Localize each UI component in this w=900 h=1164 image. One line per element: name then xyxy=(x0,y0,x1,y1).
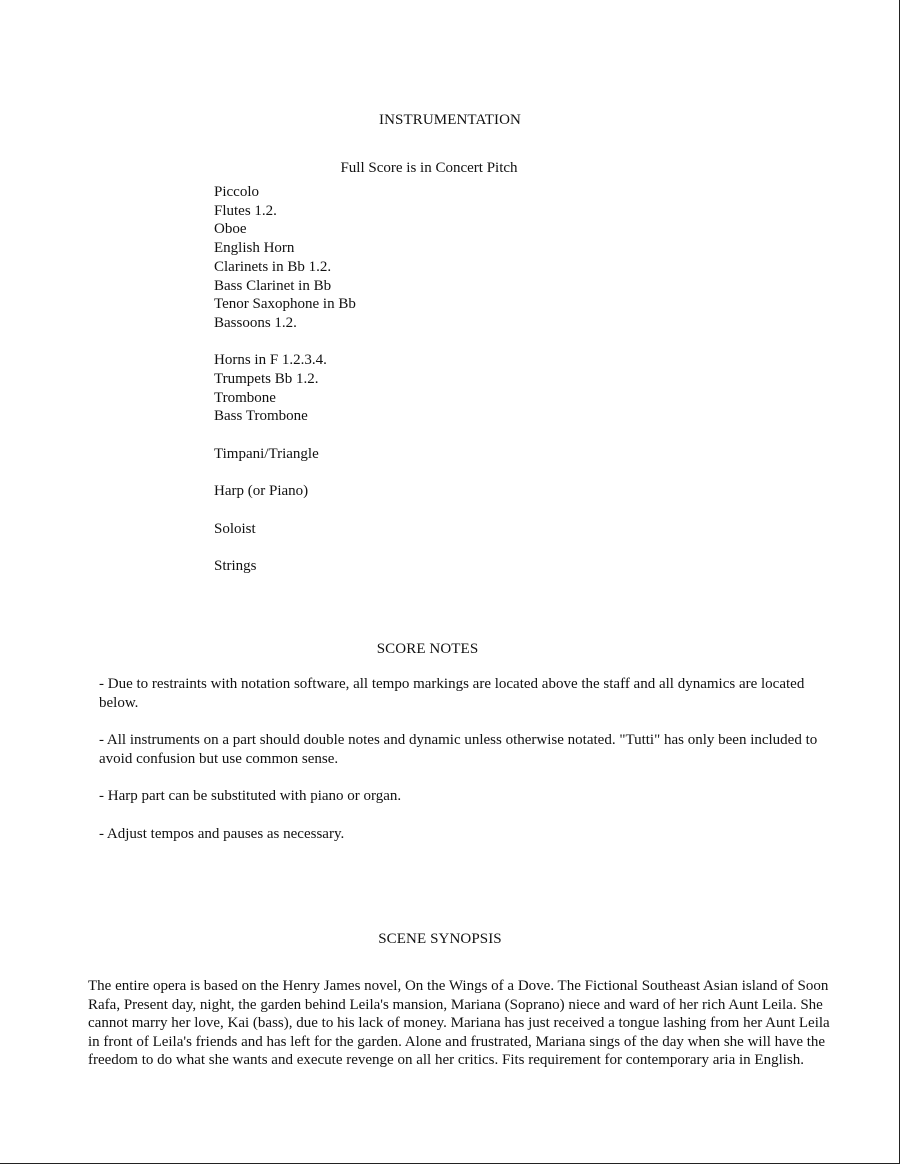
instrument-item: Flutes 1.2. xyxy=(214,202,277,219)
score-notes-title: SCORE NOTES xyxy=(376,641,479,657)
instrumentation-subtitle: Full Score is in Concert Pitch xyxy=(340,160,518,176)
instrument-item: Timpani/Triangle xyxy=(214,445,319,462)
instrument-list xyxy=(214,183,356,594)
instrument-item: English Horn xyxy=(214,240,295,257)
instrument-group-woodwinds xyxy=(214,183,356,333)
instrument-item: Oboe xyxy=(214,221,247,238)
instrument-item: Clarinets in Bb 1.2. xyxy=(214,258,332,275)
instrument-item: Horns in F 1.2.3.4. xyxy=(214,352,327,369)
instrument-group-percussion xyxy=(214,445,356,464)
instrument-group-soloist xyxy=(214,520,356,539)
instrument-item: Harp (or Piano) xyxy=(214,483,309,500)
instrument-item: Bass Trombone xyxy=(214,408,308,425)
instrument-item: Bass Clarinet in Bb xyxy=(214,277,332,294)
instrument-group-harp xyxy=(214,482,356,501)
scene-synopsis-text: The entire opera is based on the Henry James novel, On the Wings of a Dove. The Fictional Southeast Asian island of Soon Rafa, Present day, night, the garden behind Leila's mansion, Mariana (Soprano) niece and ward of her rich Aunt Leila. She cannot marry her love, Kai (bass), due to his lack of money. Mariana has just received a tongue lashing from her Aunt Leila in front of Leila's friends and has left for the garden. Alone and frustrated, Mariana sings of the day when she will have the freedom to do what she wants and execute revenge on all her critics. Fits requirement for contemporary aria in English. xyxy=(88,978,830,1069)
instrument-item: Bassoons 1.2. xyxy=(214,314,297,331)
score-notes-list xyxy=(99,675,819,862)
score-note: - Adjust tempos and pauses as necessary. xyxy=(99,825,345,842)
instrument-group-brass xyxy=(214,351,356,426)
score-note: - Due to restraints with notation software, all tempo markings are located above the staff and all dynamics are located below. xyxy=(99,676,805,711)
instrument-item: Trumpets Bb 1.2. xyxy=(214,371,319,388)
instrument-group-strings xyxy=(214,557,356,576)
scene-synopsis-title: SCENE SYNOPSIS xyxy=(378,931,502,947)
instrument-item: Piccolo xyxy=(214,184,259,200)
instrument-item: Trombone xyxy=(214,389,276,406)
score-note: - Harp part can be substituted with piano or organ. xyxy=(99,788,402,805)
instrument-item: Strings xyxy=(214,557,257,574)
instrument-item: Tenor Saxophone in Bb xyxy=(214,296,356,313)
score-note: - All instruments on a part should double notes and dynamic unless otherwise notated. "Tutti" has only been included to avoid confusion but use common sense. xyxy=(99,732,818,767)
instrumentation-title: INSTRUMENTATION xyxy=(379,112,521,128)
instrument-item: Soloist xyxy=(214,520,256,537)
